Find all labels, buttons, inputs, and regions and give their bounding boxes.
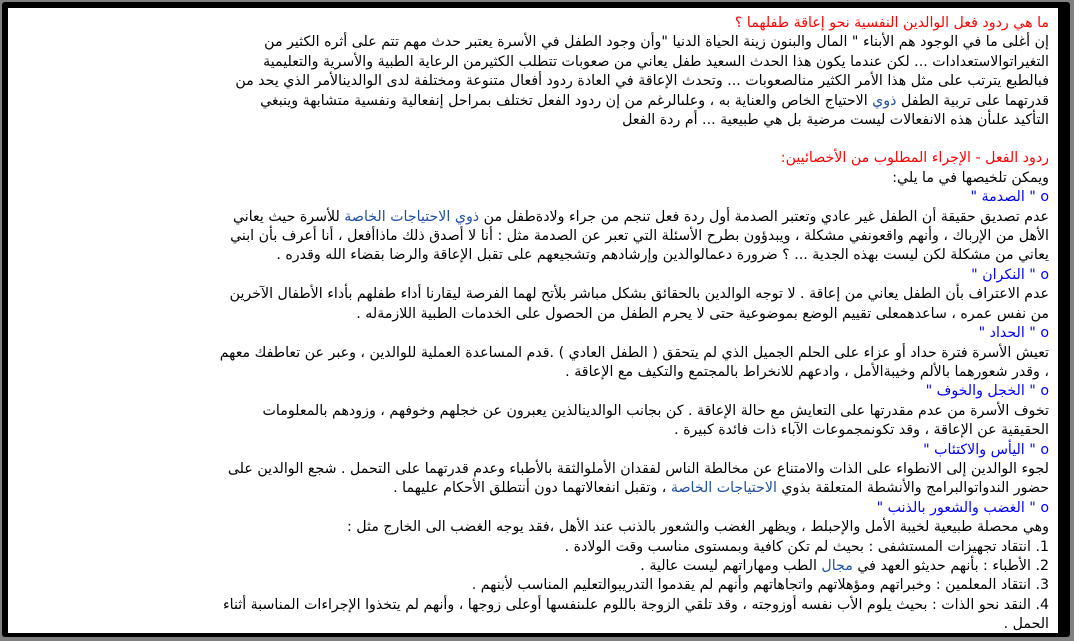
stage-line: تخوف الأسرة من عدم مقدرتها على التعايش مع حالة الإعاقة . كن بجانب الوالدينالذين يعبرون عن خجلهم وخوفهم ، وزودهم بالمعلومات (262, 402, 1049, 419)
keyword-link[interactable]: مجال (821, 557, 853, 574)
intro-line: التأكيد علىأن هذه الانفعالات ليست مرضية بل هي طبيعية ... أم ردة الفعل (622, 112, 1049, 129)
stage-anger-guilt (16, 499, 1049, 633)
section-lead: ويمكن تلخيصها في ما يلي: (892, 169, 1049, 186)
keyword-link[interactable]: الاحتياجات الخاصة (670, 480, 777, 497)
intro-line: فبالطبع يترتب على مثل هذا الأمر الكثير منالصعوبات ... وتحدث الإعاقة في العادة ردود أفعال متنوعة ومختلفة لدى الوالدينالأمر الذي يحد من (235, 73, 1049, 90)
keyword-link[interactable]: ذوي الاحتياجات الخاصة (344, 208, 480, 225)
stage-heading: o " اليأس والاكتئاب " (923, 441, 1049, 458)
list-number: 2. (1035, 557, 1049, 574)
stage-line: يعاني من مشكلة لكن ليست بهذه الجدية ... ؟ ضرورة دعمالوالدين وإرشادهم وتشجيعهم على تقبل الإعاقة والرضا بقضاء الله وقدره . (276, 247, 1049, 264)
list-number: 3. (1035, 577, 1049, 594)
text-fragment: الاحتياج الخاص والعناية به ، وعلىالرغم من إن ردود الفعل تختلف بمراحل إنفعالية ونفسية متشابهة وينبغي (260, 92, 873, 109)
text-fragment: حضور الندواتوالبرامج والأنشطة المتعلقة بذوي (776, 480, 1049, 497)
list-text: انتقاد المعلمين : وخبراتهم ومؤهلاتهم واتجاهاتهم وأنهم لم يقدموا التدريبوالتعليم المناسب لأبنهم . (471, 577, 1031, 594)
stage-line (16, 208, 1049, 227)
document-frame (2, 2, 1070, 637)
text-fragment: للأسرة حيث يعاني (232, 208, 345, 225)
text-fragment: قدرتهما على تربية الطفل (896, 92, 1049, 109)
spacer (16, 130, 1049, 149)
stage-mourning (16, 324, 1049, 382)
section-heading: ردود الفعل - الإجراء المطلوب من الأخصائيين: (780, 150, 1049, 167)
stage-heading: o " الحداد " (978, 325, 1049, 342)
stage-heading: o " الصدمة " (970, 189, 1049, 206)
stage-line: وهي محصلة طبيعية لخيبة الأمل والإحبلط ، ويظهر الغضب والشعور بالذنب عند الأهل ،فقد يوجه الغضب الى الخارج مثل : (346, 519, 1049, 536)
stage-despair (16, 441, 1049, 499)
intro-line (16, 92, 1049, 111)
list-item (16, 596, 1049, 615)
text-fragment: عدم تصديق حقيقة أن الطفل غير عادي وتعتبر الصدمة أول ردة فعل تنجم من جراء ولادةطفل من (479, 208, 1049, 225)
intro-line: إن أغلى ما في الوجود هم الأبناء " المال والبنون زينة الحياة الدنيا "وأن وجود الطفل في الأسرة يعتبر حدث مهم تتم على أثره الكثير من (264, 34, 1049, 51)
list-item (16, 576, 1049, 595)
stage-heading: o " الخجل والخوف " (925, 383, 1049, 400)
list-item (16, 538, 1049, 557)
list-item-continuation: الحمل . (1003, 616, 1049, 633)
stage-line: من نفس عمره ، ساعدهمعلى تقييم الوضع بموضوعية حتى لا يحرم الطفل من الحصول على الخدمات الطبية اللازمةله . (356, 305, 1049, 322)
article-title: ما هي ردود فعل الوالدين النفسية نحو إعاقة طفلهما ؟ (734, 15, 1049, 31)
list-text: انتقاد تجهيزات المستشفى : بحيث لم تكن كافية وبمستوى مناسب وقت الولادة . (564, 538, 1031, 555)
list-text: الطب ومهاراتهم ليست عالية . (640, 557, 822, 574)
stage-line: عدم الاعتراف بأن الطفل يعاني من إعاقة . لا توجه الوالدين بالحقائق بشكل مباشر بلأتح لهما الفرصة ليقارنا أداء طفلهم بأداء الأطفال الآخرين (229, 286, 1049, 303)
keyword-link[interactable]: ذوي (872, 92, 897, 109)
stage-line: تعيش الأسرة فترة حداد أو عزاء على الحلم الجميل الذي لم يتحقق ( الطفل العادي ) .قدم المساعدة العملية للوالدين ، وعبر عن تعاطفك معهم (219, 344, 1049, 361)
stage-line: ، وقدر شعورهما بالألم وخيبةالأمل ، وادعهم للانخراط بالمجتمع والتكيف مع الإعاقة . (565, 363, 1049, 380)
intro-paragraph (16, 33, 1049, 130)
list-item (16, 557, 1049, 576)
stage-line: لجوء الوالدين إلى الانطواء على الذات والامتناع عن مخالطة الناس لفقدان الأملوالثقة بالأطباء وعدم قدرتهما على التحمل . شجع الوالدين على (227, 460, 1049, 477)
stage-line: الحقيقية عن الإعاقة ، وقد تكونمجموعات الآباء ذات فائدة كبيرة . (674, 422, 1049, 439)
list-text: الأطباء : بأنهم حديثو العهد في (852, 557, 1031, 574)
list-text: النقد نحو الذات : بحيث يلوم الأب نفسه أوزوجته ، وقد تلقي الزوجة باللوم علىنفسها أوعلى زوجها ، وأنهم لم يتخذوا الإجراءات المناسبة أثناء (222, 596, 1031, 613)
stage-shock (16, 188, 1049, 266)
list-number: 1. (1035, 538, 1049, 555)
stage-denial (16, 266, 1049, 324)
stage-line: الأهل من الإرباك ، وأنهم واقعونفي مشكلة ، ويبدؤون بطرح الأسئلة التي تعبر عن الصدمة مثل : أنا لا أصدق ذلك ماذاأفعل ، أنا أعرف بأن ابني (230, 228, 1049, 245)
list-number: 4. (1035, 596, 1049, 613)
text-fragment: ، وتقبل انفعالاتهما دون أنتطلق الأحكام عليهما . (393, 480, 671, 497)
intro-line: التغيراتوالاستعدادات ... لكن عندما يكون هذا الحدث السعيد طفل يعاني من صعوبات تتطلب الكثيرمن الرعاية الطبية والأسرية والتعليمية (263, 53, 1049, 70)
stage-shame-fear (16, 382, 1049, 440)
article-page (8, 8, 1058, 633)
stage-heading: o " الغضب والشعور بالذنب " (876, 499, 1049, 516)
stage-line (16, 479, 1049, 498)
stage-heading: o " النكران " (971, 266, 1049, 283)
